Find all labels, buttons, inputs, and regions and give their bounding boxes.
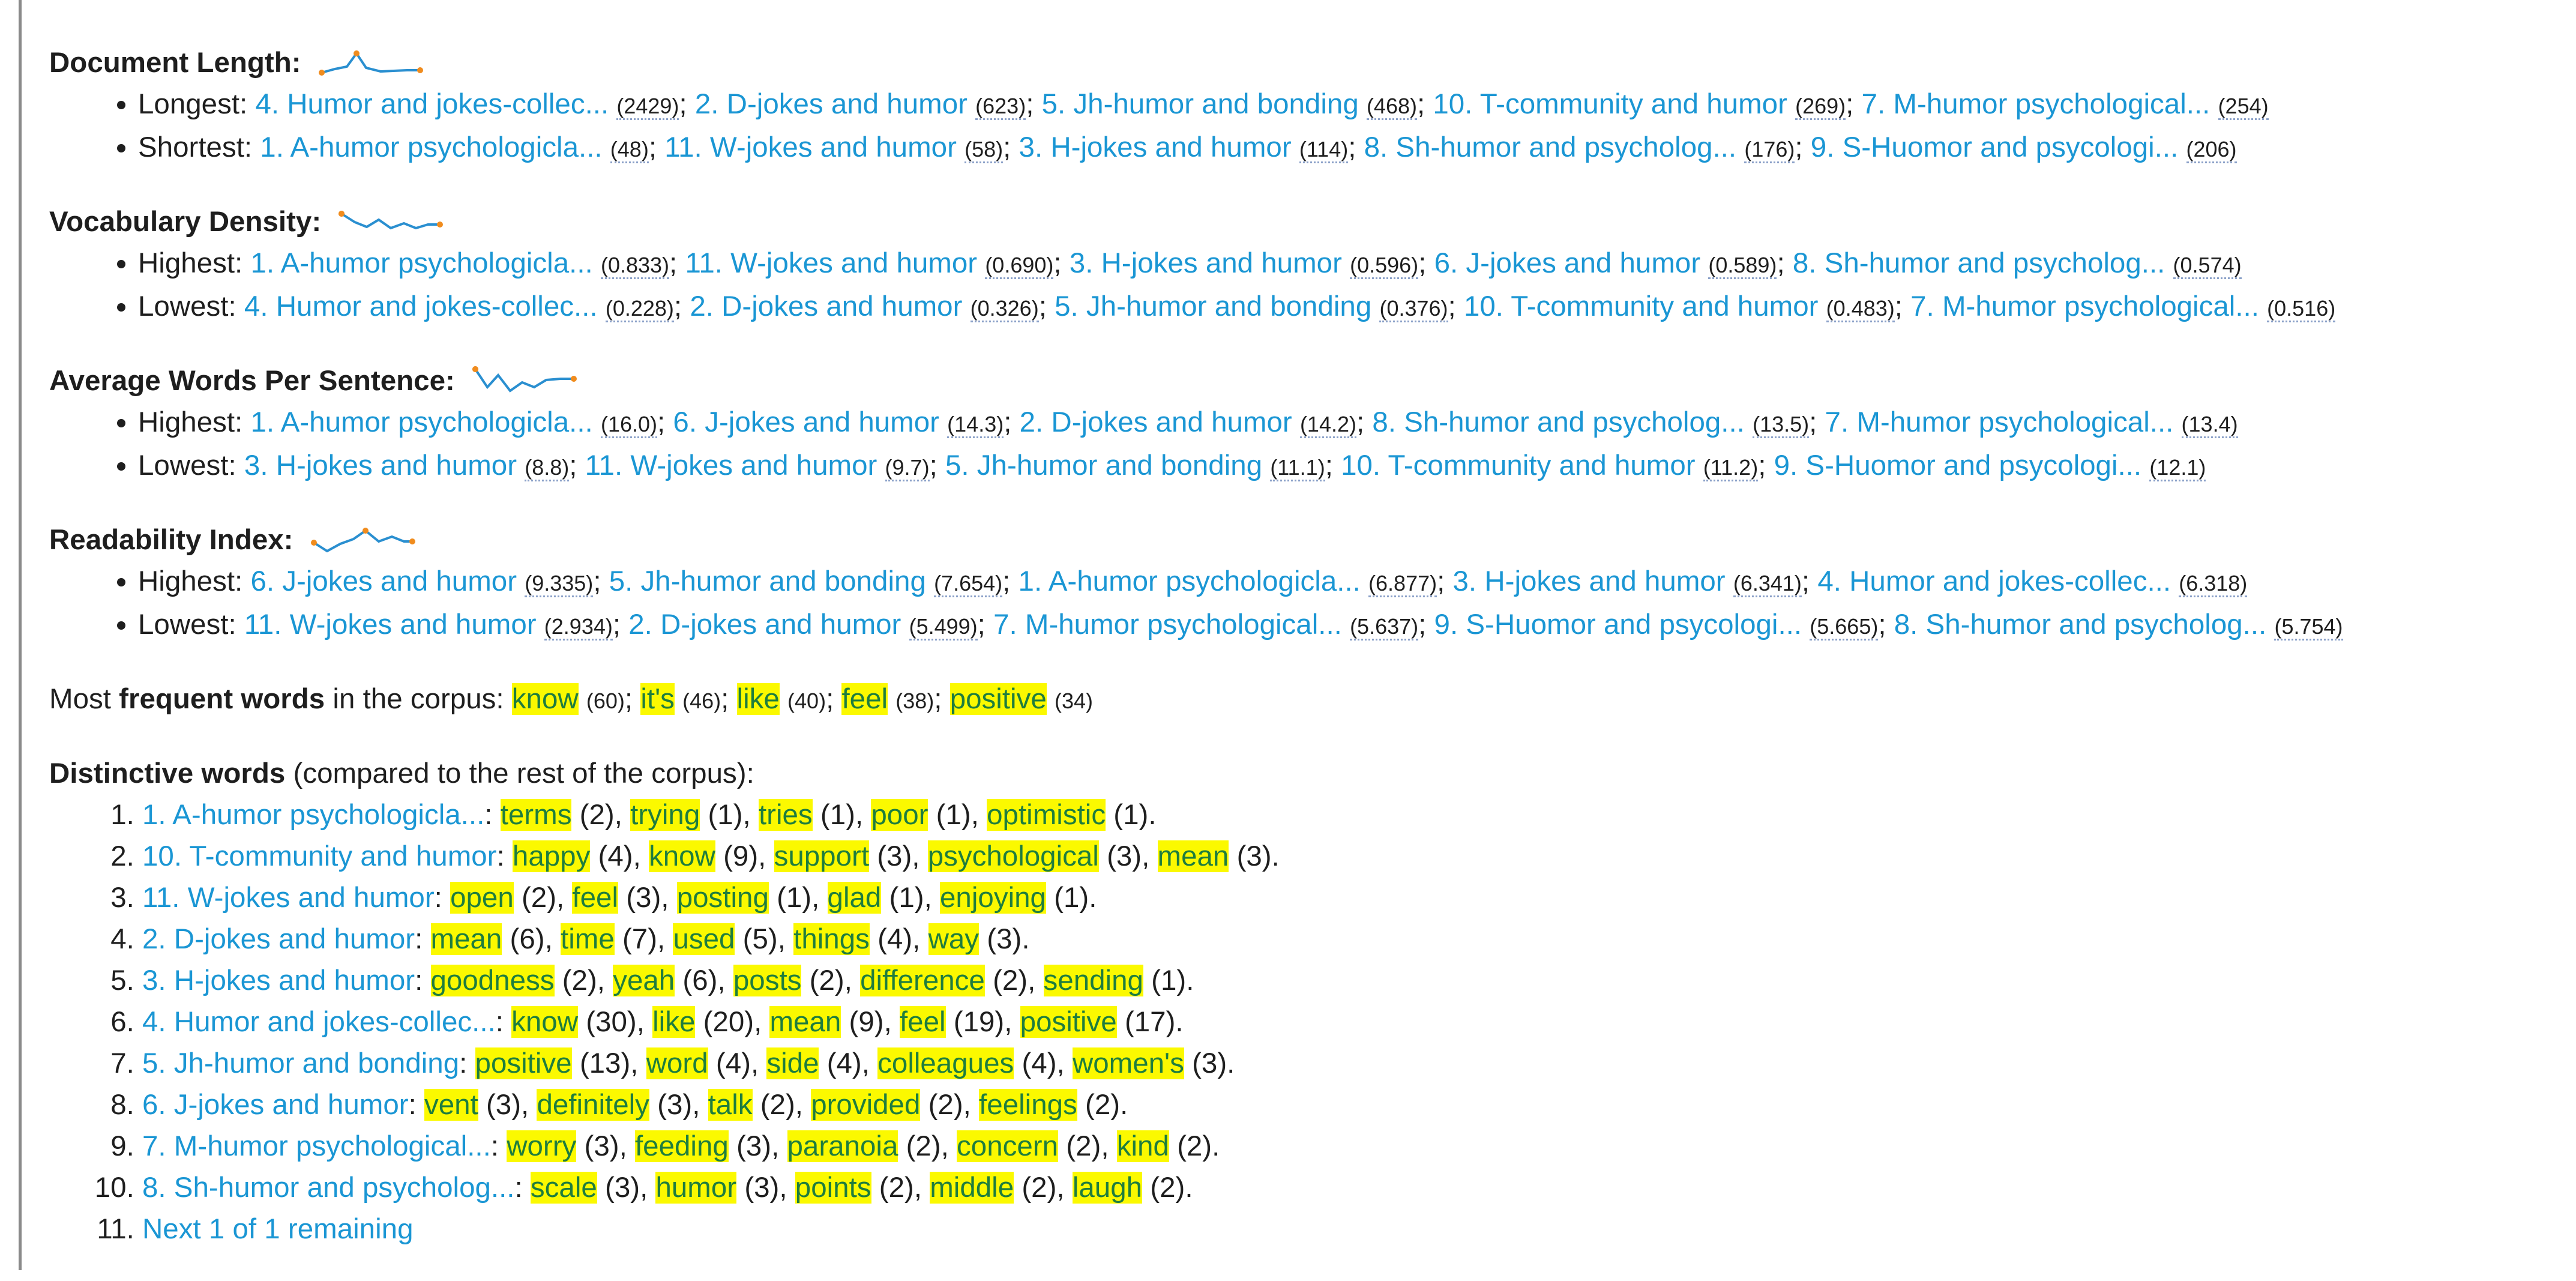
- stat-value: (6.341): [1733, 571, 1802, 597]
- word-count: (60): [586, 689, 625, 713]
- word-count: (13): [579, 1047, 631, 1079]
- stat-row: • Highest: 6. J-jokes and humor (9.335); 5. Jh-humor and bonding (7.654); 1. A-humor psychologicla... (6.877); 3. H-jokes and humor (6.341); 4. Humor and jokes-collec... (6.318): [138, 561, 2558, 604]
- word-count: (1): [820, 799, 855, 831]
- distinctive-word[interactable]: things: [793, 923, 870, 955]
- distinctive-word[interactable]: like: [652, 1006, 696, 1038]
- word-count: (2): [1066, 1130, 1101, 1162]
- stat-title: [49, 201, 2558, 243]
- document-link[interactable]: 1. A-humor psychologicla...: [250, 247, 593, 279]
- word-count: (3): [877, 840, 912, 872]
- document-link[interactable]: 3. H-jokes and humor: [1069, 247, 1342, 279]
- stat-section: [49, 360, 2558, 488]
- distinctive-word[interactable]: positive: [1020, 1006, 1117, 1038]
- word-count: (2): [906, 1130, 941, 1162]
- document-link[interactable]: 8. Sh-humor and psycholog...: [1364, 131, 1737, 163]
- stat-value: (0.833): [601, 253, 669, 279]
- distinctive-word[interactable]: yeah: [613, 965, 675, 996]
- word-count: (40): [787, 689, 826, 713]
- word-count: (3): [736, 1130, 772, 1162]
- document-link[interactable]: 11. W-jokes and humor: [685, 247, 978, 279]
- stat-row: • Highest: 1. A-humor psychologicla... (16.0); 6. J-jokes and humor (14.3); 2. D-jokes and humor (14.2); 8. Sh-humor and psycholog... (13.5); 7. M-humor psychological... (13.4): [138, 402, 2558, 445]
- stat-value: (114): [1299, 137, 1348, 163]
- word-count: (6): [682, 965, 718, 996]
- word-count: (1): [708, 799, 743, 831]
- stat-value: (14.2): [1300, 412, 1356, 438]
- distinctive-item: 1. 1. A-humor psychologicla...: terms (2), trying (1), tries (1), poor (1), optimistic (1).: [142, 794, 2558, 836]
- distinctive-item: [142, 1208, 2558, 1250]
- stat-rows: [49, 83, 2558, 170]
- stat-section: [49, 42, 2558, 170]
- stat-row: • Lowest: 3. H-jokes and humor (8.8); 11. W-jokes and humor (9.7); 5. Jh-humor and bonding (11.1); 10. T-community and humor (11.2); 9. S-Huomor and psycologi... (12.1): [138, 445, 2558, 488]
- row-label: Longest:: [138, 88, 248, 120]
- stat-value: (13.4): [2182, 412, 2238, 438]
- document-link[interactable]: 7. M-humor psychological...: [993, 609, 1342, 640]
- distinctive-word[interactable]: sending: [1043, 965, 1143, 996]
- distinctive-word[interactable]: terms: [500, 799, 572, 831]
- distinctive-word[interactable]: posts: [733, 965, 802, 996]
- distinctive-word[interactable]: feelings: [979, 1089, 1077, 1121]
- stat-value: (206): [2186, 137, 2237, 163]
- word-count: (4): [715, 1047, 751, 1079]
- distinctive-word[interactable]: laugh: [1072, 1172, 1143, 1204]
- word-count: (1): [936, 799, 971, 831]
- word-count: (3): [1192, 1047, 1227, 1079]
- document-link[interactable]: 5. Jh-humor and bonding: [945, 450, 1263, 481]
- word-count: (3): [584, 1130, 619, 1162]
- distinctive-word[interactable]: used: [673, 923, 735, 955]
- distinctive-word[interactable]: difference: [860, 965, 985, 996]
- word-count: (46): [682, 689, 721, 713]
- corpus-summary-panel: [49, 42, 2558, 1281]
- document-link[interactable]: 4. Humor and jokes-collec...: [142, 1006, 496, 1038]
- stat-value: (5.754): [2274, 614, 2343, 640]
- distinctive-word[interactable]: goodness: [430, 965, 555, 996]
- stat-value: (58): [964, 137, 1003, 163]
- stat-title: [49, 42, 2558, 83]
- document-link[interactable]: 11. W-jokes and humor: [585, 450, 877, 481]
- distinctive-item: 6. 4. Humor and jokes-collec...: know (30), like (20), mean (9), feel (19), positive (17).: [142, 1001, 2558, 1043]
- row-label: Highest:: [138, 406, 243, 438]
- document-link[interactable]: 6. J-jokes and humor: [673, 406, 939, 438]
- stat-value: (12.1): [2149, 455, 2206, 481]
- document-link[interactable]: 5. Jh-humor and bonding: [142, 1047, 460, 1079]
- word-count: (1): [1113, 799, 1149, 831]
- stat-rows: [49, 402, 2558, 488]
- document-link[interactable]: 11. W-jokes and humor: [142, 882, 435, 914]
- frequent-bold: frequent words: [119, 683, 325, 715]
- stat-value: (16.0): [601, 412, 657, 438]
- frequent-words-list: know (60); it's (46); like (40); feel (38); positive (34): [511, 683, 1093, 715]
- document-link[interactable]: 10. T-community and humor: [1341, 450, 1696, 481]
- distinctive-word[interactable]: optimistic: [987, 799, 1106, 831]
- document-link[interactable]: 3. H-jokes and humor: [244, 450, 517, 481]
- sparkline-icon: [337, 202, 445, 243]
- next-remaining-link[interactable]: Next 1 of 1 remaining: [142, 1213, 414, 1245]
- stat-value: (0.516): [2267, 296, 2335, 322]
- stat-title-text: Vocabulary Density:: [49, 206, 322, 238]
- distinctive-word[interactable]: poor: [871, 799, 928, 831]
- stat-value: (5.665): [1810, 614, 1878, 640]
- word-count: (2): [993, 965, 1028, 996]
- distinctive-word[interactable]: know: [511, 1006, 579, 1038]
- stat-title: [49, 360, 2558, 402]
- word-count: (5): [742, 923, 778, 955]
- word-count: (20): [703, 1006, 754, 1038]
- document-link[interactable]: 2. D-jokes and humor: [142, 923, 415, 955]
- row-label: Lowest:: [138, 609, 236, 640]
- sparkline-icon: [309, 520, 417, 561]
- stat-row: • Longest: 4. Humor and jokes-collec... (2429); 2. D-jokes and humor (623); 5. Jh-humor and bonding (468); 10. T-community and humor (269); 7. M-humor psychological... (254): [138, 83, 2558, 127]
- document-link[interactable]: 4. Humor and jokes-collec...: [244, 291, 598, 322]
- distinctive-word[interactable]: points: [795, 1172, 871, 1204]
- stat-title: [49, 519, 2558, 561]
- document-link[interactable]: 2. D-jokes and humor: [694, 88, 968, 120]
- document-link[interactable]: 11. W-jokes and humor: [244, 609, 537, 640]
- frequent-word[interactable]: like: [736, 683, 780, 715]
- document-link[interactable]: 11. W-jokes and humor: [664, 131, 957, 163]
- word-count: (2): [1022, 1172, 1057, 1204]
- distinctive-word[interactable]: side: [766, 1047, 819, 1079]
- distinctive-word[interactable]: posting: [676, 882, 769, 914]
- distinctive-list: [49, 794, 2558, 1250]
- stat-value: (0.483): [1826, 296, 1895, 322]
- stat-value: (0.326): [971, 296, 1039, 322]
- document-link[interactable]: 8. Sh-humor and psycholog...: [1372, 406, 1745, 438]
- row-label: Highest:: [138, 247, 243, 279]
- distinctive-word[interactable]: glad: [827, 882, 882, 914]
- stat-section: [49, 519, 2558, 647]
- distinctive-word[interactable]: word: [646, 1047, 708, 1079]
- document-link[interactable]: 6. J-jokes and humor: [1434, 247, 1701, 279]
- distinctive-word[interactable]: psychological: [927, 840, 1099, 872]
- distinctive-word[interactable]: time: [561, 923, 615, 955]
- word-count: (2): [579, 799, 615, 831]
- stat-value: (623): [975, 94, 1026, 120]
- frequent-word[interactable]: it's: [640, 683, 675, 715]
- distinctive-word[interactable]: scale: [530, 1172, 597, 1204]
- distinctive-word[interactable]: positive: [475, 1047, 572, 1079]
- document-link[interactable]: 5. Jh-humor and bonding: [1041, 88, 1359, 120]
- stats-sections: [49, 42, 2558, 647]
- word-count: (38): [895, 689, 934, 713]
- distinctive-word[interactable]: mean: [1157, 840, 1229, 872]
- word-count: (2): [1085, 1089, 1121, 1121]
- word-count: (17): [1124, 1006, 1176, 1038]
- document-link[interactable]: 10. T-community and humor: [1463, 291, 1819, 322]
- document-link[interactable]: 8. Sh-humor and psycholog...: [1894, 609, 2267, 640]
- document-link[interactable]: 9. S-Huomor and psycologi...: [1810, 131, 2179, 163]
- document-link[interactable]: 8. Sh-humor and psycholog...: [142, 1172, 515, 1204]
- word-count: (30): [586, 1006, 637, 1038]
- document-link[interactable]: 4. Humor and jokes-collec...: [255, 88, 609, 120]
- document-link[interactable]: 7. M-humor psychological...: [1825, 406, 2174, 438]
- distinctive-word[interactable]: humor: [655, 1172, 737, 1204]
- row-label: Lowest:: [138, 450, 236, 481]
- distinctive-word[interactable]: colleagues: [877, 1047, 1014, 1079]
- distinctive-word[interactable]: trying: [630, 799, 700, 831]
- word-count: (1): [889, 882, 924, 914]
- frequent-prefix: Most: [49, 683, 111, 715]
- word-count: (19): [953, 1006, 1005, 1038]
- distinctive-word[interactable]: kind: [1116, 1130, 1169, 1162]
- document-link[interactable]: 7. M-humor psychological...: [1910, 291, 2259, 322]
- distinctive-word[interactable]: support: [774, 840, 870, 872]
- distinctive-item: 3. 11. W-jokes and humor: open (2), feel (3), posting (1), glad (1), enjoying (1).: [142, 877, 2558, 918]
- word-count: (2): [879, 1172, 914, 1204]
- document-link[interactable]: 3. H-jokes and humor: [1019, 131, 1292, 163]
- distinctive-word[interactable]: concern: [957, 1130, 1059, 1162]
- distinctive-word[interactable]: vent: [424, 1089, 478, 1121]
- word-count: (4): [1022, 1047, 1057, 1079]
- distinctive-item: 8. 6. J-jokes and humor: vent (3), definitely (3), talk (2), provided (2), feelings (2).: [142, 1084, 2558, 1126]
- document-link[interactable]: 3. H-jokes and humor: [1452, 565, 1726, 597]
- word-count: (3): [626, 882, 661, 914]
- document-link[interactable]: 2. D-jokes and humor: [628, 609, 901, 640]
- word-count: (3): [987, 923, 1022, 955]
- stat-value: (13.5): [1753, 412, 1809, 438]
- word-count: (4): [877, 923, 913, 955]
- distinctive-word[interactable]: middle: [930, 1172, 1014, 1204]
- stat-value: (7.654): [934, 571, 1002, 597]
- stat-row: • Highest: 1. A-humor psychologicla... (0.833); 11. W-jokes and humor (0.690); 3. H-jokes and humor (0.596); 6. J-jokes and humor (0.589); 8. Sh-humor and psycholog... (0.574): [138, 243, 2558, 286]
- distinctive-word[interactable]: feel: [899, 1006, 946, 1038]
- row-label: Highest:: [138, 565, 243, 597]
- word-count: (2): [1150, 1172, 1185, 1204]
- stat-value: (5.637): [1350, 614, 1418, 640]
- document-link[interactable]: 3. H-jokes and humor: [142, 965, 415, 996]
- word-count: (3): [744, 1172, 780, 1204]
- word-count: (4): [826, 1047, 862, 1079]
- stat-value: (468): [1367, 94, 1417, 120]
- frequent-word[interactable]: feel: [841, 683, 888, 715]
- document-link[interactable]: 7. M-humor psychological...: [142, 1130, 491, 1162]
- document-link[interactable]: 6. J-jokes and humor: [142, 1089, 409, 1121]
- document-link[interactable]: 5. Jh-humor and bonding: [1055, 291, 1372, 322]
- document-link[interactable]: 7. M-humor psychological...: [1861, 88, 2210, 120]
- stat-value: (11.2): [1703, 455, 1758, 481]
- word-count: (2): [809, 965, 844, 996]
- stat-value: (6.877): [1368, 571, 1437, 597]
- frequent-words-section: [49, 678, 2558, 722]
- frequent-suffix: in the corpus:: [333, 683, 504, 715]
- distinctive-word[interactable]: feel: [572, 882, 619, 914]
- word-count: (3): [486, 1089, 522, 1121]
- distinctive-word[interactable]: worry: [507, 1130, 577, 1162]
- document-link[interactable]: 4. Humor and jokes-collec...: [1817, 565, 2171, 597]
- distinctive-word[interactable]: enjoying: [940, 882, 1046, 914]
- distinctive-item: 5. 3. H-jokes and humor: goodness (2), yeah (6), posts (2), difference (2), sending (1).: [142, 960, 2558, 1001]
- stat-value: (0.589): [1708, 253, 1777, 279]
- distinctive-suffix: (compared to the rest of the corpus):: [293, 758, 754, 789]
- sparkline-icon: [317, 43, 425, 83]
- stat-value: (14.3): [947, 412, 1004, 438]
- stat-value: (2.934): [544, 614, 613, 640]
- row-label: Lowest:: [138, 291, 236, 322]
- sparkline-icon: [471, 361, 579, 402]
- stat-value: (0.376): [1379, 296, 1448, 322]
- distinctive-word[interactable]: feeding: [634, 1130, 729, 1162]
- stat-value: (11.1): [1270, 455, 1325, 481]
- distinctive-item: 4. 2. D-jokes and humor: mean (6), time (7), used (5), things (4), way (3).: [142, 918, 2558, 960]
- distinctive-words-section: [49, 753, 2558, 1250]
- document-link[interactable]: 2. D-jokes and humor: [1019, 406, 1292, 438]
- stat-title-text: Document Length:: [49, 47, 301, 79]
- document-link[interactable]: 1. A-humor psychologicla...: [1018, 565, 1361, 597]
- stat-value: (254): [2218, 94, 2269, 120]
- word-count: (2): [1177, 1130, 1212, 1162]
- word-count: (3): [1236, 840, 1272, 872]
- distinctive-word[interactable]: provided: [811, 1089, 921, 1121]
- distinctive-word[interactable]: talk: [708, 1089, 753, 1121]
- distinctive-item: 9. 7. M-humor psychological...: worry (3), feeding (3), paranoia (2), concern (2), kind (2).: [142, 1126, 2558, 1167]
- document-link[interactable]: 10. T-community and humor: [142, 840, 497, 872]
- document-link[interactable]: 9. S-Huomor and psycologi...: [1434, 609, 1802, 640]
- word-count: (9): [723, 840, 759, 872]
- distinctive-item: 2. 10. T-community and humor: happy (4), know (9), support (3), psychological (3), mean (3).: [142, 836, 2558, 877]
- stat-value: (0.228): [606, 296, 674, 322]
- document-link[interactable]: 1. A-humor psychologicla...: [260, 131, 603, 163]
- distinctive-word[interactable]: open: [450, 882, 514, 914]
- stat-value: (269): [1795, 94, 1846, 120]
- distinctive-item: 7. 5. Jh-humor and bonding: positive (13), word (4), side (4), colleagues (4), women's (3).: [142, 1043, 2558, 1084]
- document-link[interactable]: 9. S-Huomor and psycologi...: [1774, 450, 2142, 481]
- left-border: [19, 0, 22, 1270]
- distinctive-word[interactable]: paranoia: [787, 1130, 898, 1162]
- distinctive-item: 10. 8. Sh-humor and psycholog...: scale (3), humor (3), points (2), middle (2), laugh (2).: [142, 1167, 2558, 1208]
- word-count: (34): [1054, 689, 1093, 713]
- stat-row: • Lowest: 4. Humor and jokes-collec... (0.228); 2. D-jokes and humor (0.326); 5. Jh-humor and bonding (0.376); 10. T-community and humor (0.483); 7. M-humor psychological... (0.516): [138, 286, 2558, 329]
- document-link[interactable]: 10. T-community and humor: [1433, 88, 1787, 120]
- distinctive-word[interactable]: mean: [769, 1006, 841, 1038]
- stat-value: (8.8): [525, 455, 569, 481]
- stat-value: (0.574): [2173, 253, 2242, 279]
- stat-value: (2429): [616, 94, 679, 120]
- document-link[interactable]: 1. A-humor psychologicla...: [250, 406, 593, 438]
- stat-value: (9.7): [885, 455, 930, 481]
- distinctive-word[interactable]: know: [649, 840, 715, 872]
- stat-value: (6.318): [2179, 571, 2247, 597]
- word-count: (4): [598, 840, 633, 872]
- stat-section: [49, 201, 2558, 329]
- distinctive-word[interactable]: mean: [430, 923, 502, 955]
- stat-value: (0.690): [985, 253, 1053, 279]
- stat-rows: [49, 243, 2558, 329]
- word-count: (1): [777, 882, 812, 914]
- word-count: (3): [1107, 840, 1142, 872]
- document-link[interactable]: 2. D-jokes and humor: [690, 291, 963, 322]
- word-count: (9): [849, 1006, 884, 1038]
- distinctive-word[interactable]: women's: [1072, 1047, 1184, 1079]
- distinctive-title: Distinctive words: [49, 758, 286, 789]
- stat-title-text: Average Words Per Sentence:: [49, 365, 455, 397]
- word-count: (6): [510, 923, 545, 955]
- distinctive-word[interactable]: way: [928, 923, 980, 955]
- document-link[interactable]: 6. J-jokes and humor: [250, 565, 517, 597]
- stat-rows: [49, 561, 2558, 647]
- distinctive-word[interactable]: definitely: [537, 1089, 649, 1121]
- distinctive-word[interactable]: happy: [512, 840, 591, 872]
- word-count: (1): [1054, 882, 1089, 914]
- document-link[interactable]: 1. A-humor psychologicla...: [142, 799, 485, 831]
- row-label: Shortest:: [138, 131, 253, 163]
- stat-value: (5.499): [909, 614, 978, 640]
- word-count: (1): [1151, 965, 1187, 996]
- stat-value: (176): [1744, 137, 1795, 163]
- word-count: (3): [605, 1172, 640, 1204]
- word-count: (2): [760, 1089, 795, 1121]
- word-count: (2): [928, 1089, 963, 1121]
- stat-row: • Shortest: 1. A-humor psychologicla... (48); 11. W-jokes and humor (58); 3. H-jokes and humor (114); 8. Sh-humor and psycholog... (176); 9. S-Huomor and psycologi... (206): [138, 127, 2558, 170]
- document-link[interactable]: 8. Sh-humor and psycholog...: [1792, 247, 2165, 279]
- frequent-word[interactable]: positive: [949, 683, 1047, 715]
- stat-value: (9.335): [525, 571, 593, 597]
- word-count: (3): [657, 1089, 693, 1121]
- word-count: (2): [562, 965, 597, 996]
- word-count: (7): [622, 923, 658, 955]
- frequent-word[interactable]: know: [511, 683, 579, 715]
- stat-row: • Lowest: 11. W-jokes and humor (2.934); 2. D-jokes and humor (5.499); 7. M-humor psychological... (5.637); 9. S-Huomor and psycologi... (5.665); 8. Sh-humor and psycholog... (5.754): [138, 604, 2558, 647]
- document-link[interactable]: 5. Jh-humor and bonding: [609, 565, 926, 597]
- stat-value: (0.596): [1350, 253, 1418, 279]
- stat-value: (48): [610, 137, 649, 163]
- word-count: (2): [521, 882, 557, 914]
- distinctive-word[interactable]: tries: [758, 799, 813, 831]
- stat-title-text: Readability Index:: [49, 524, 293, 556]
